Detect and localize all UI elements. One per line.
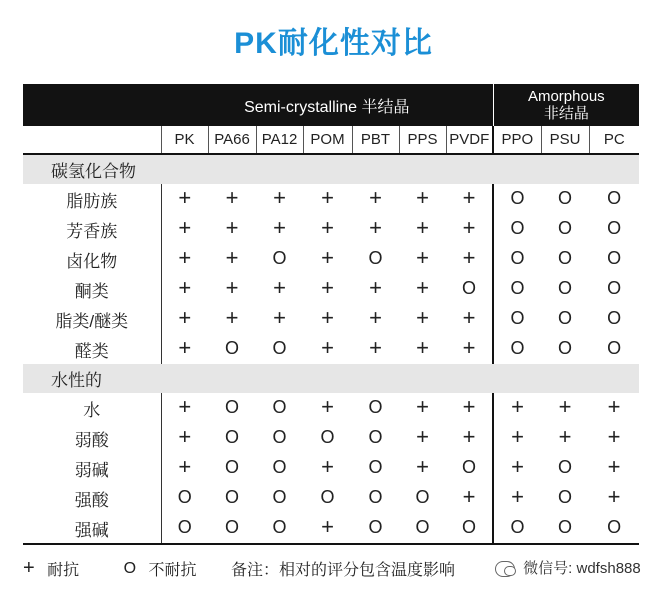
resistant-mark (446, 244, 493, 274)
material-header-pc: PC (589, 126, 639, 154)
rating-value: + (225, 245, 239, 270)
rating-value: + (416, 305, 429, 330)
rating-value: O (510, 278, 525, 298)
table-body (23, 154, 639, 544)
rating-value: + (462, 305, 476, 330)
rating-value: O (224, 487, 239, 507)
rating-value: + (416, 245, 429, 270)
not-resistant-mark (493, 513, 541, 544)
rating-value: O (510, 188, 525, 208)
not-resistant-mark (256, 334, 303, 364)
rating-value: O (607, 517, 622, 537)
rating-value: O (558, 188, 573, 208)
rating-value: O (558, 457, 573, 477)
resistant-mark (493, 453, 541, 483)
resistant-mark (446, 184, 493, 214)
not-resistant-mark (541, 453, 589, 483)
table-row (23, 483, 639, 513)
resistant-mark (161, 244, 208, 274)
not-resistant-mark (352, 483, 399, 513)
material-header-psu: PSU (541, 126, 589, 154)
rating-value: + (273, 305, 286, 330)
resistant-mark (208, 184, 256, 214)
resistant-mark (161, 423, 208, 453)
rating-value: + (321, 275, 334, 300)
resistant-mark (303, 214, 352, 244)
rating-value: O (415, 517, 430, 537)
resistant-mark (303, 274, 352, 304)
not-resistant-mark (352, 513, 399, 544)
not-resistant-mark (208, 453, 256, 483)
not-resistant-mark (589, 513, 639, 544)
rating-value: + (416, 394, 429, 419)
rating-value: + (321, 335, 334, 360)
not-resistant-mark (589, 214, 639, 244)
table-row (23, 214, 639, 244)
rating-value: O (462, 517, 477, 537)
rating-value: O (272, 487, 287, 507)
resistant-mark (493, 393, 541, 423)
resistant-mark (399, 214, 446, 244)
rating-value: + (178, 185, 192, 210)
not-resistant-mark (589, 184, 639, 214)
resistant-mark (446, 214, 493, 244)
resistant-mark (541, 393, 589, 423)
rating-value: + (462, 424, 476, 449)
not-resistant-mark (303, 483, 352, 513)
rating-value: + (607, 484, 621, 509)
not-resistant-mark (541, 334, 589, 364)
amorphous-header (493, 84, 639, 126)
rating-value: O (558, 308, 573, 328)
not-resistant-mark (541, 304, 589, 334)
rating-value: + (178, 424, 192, 449)
rating-value: + (273, 185, 286, 210)
not-resistant-mark (541, 244, 589, 274)
resistant-mark (399, 453, 446, 483)
rating-value: O (272, 457, 287, 477)
rating-value: + (369, 305, 382, 330)
material-header-pk: PK (161, 126, 208, 154)
row-label: 酮类 (23, 274, 161, 304)
not-resistant-mark (256, 483, 303, 513)
rating-value: O (558, 248, 573, 268)
resistant-mark (399, 423, 446, 453)
resistant-mark (493, 483, 541, 513)
not-resistant-mark (493, 244, 541, 274)
row-label: 芳香族 (23, 214, 161, 244)
resistant-mark (446, 393, 493, 423)
not-resistant-mark (589, 334, 639, 364)
rating-value: + (225, 305, 239, 330)
rating-value: + (321, 394, 334, 419)
rating-value: O (558, 338, 573, 358)
row-label: 水 (23, 393, 161, 423)
group-header-row (23, 84, 639, 126)
rating-value: O (272, 397, 287, 417)
not-resistant-mark (589, 274, 639, 304)
row-label: 卤化物 (23, 244, 161, 274)
rating-value: + (558, 394, 572, 419)
rating-value: + (607, 454, 621, 479)
resistant-mark (352, 184, 399, 214)
rating-value: + (416, 454, 429, 479)
rating-value: + (369, 335, 382, 360)
row-label: 脂类/醚类 (23, 304, 161, 334)
resistant-mark (399, 304, 446, 334)
resistant-mark (352, 304, 399, 334)
rating-value: O (272, 517, 287, 537)
corner-cell (23, 84, 161, 126)
rating-value: + (511, 454, 524, 479)
rating-value: O (462, 278, 477, 298)
not-resistant-mark (446, 453, 493, 483)
material-header-pvdf: PVDF (446, 126, 493, 154)
rating-value: O (558, 517, 573, 537)
resistant-mark (208, 214, 256, 244)
resistant-mark (303, 453, 352, 483)
not-resistant-mark (303, 423, 352, 453)
table-row (23, 274, 639, 304)
rating-value: + (321, 185, 334, 210)
rating-value: + (178, 275, 192, 300)
rating-value: O (224, 457, 239, 477)
table-row (23, 423, 639, 453)
rating-value: + (462, 394, 476, 419)
resistant-mark (303, 513, 352, 544)
rating-value: + (416, 275, 429, 300)
semi-crystalline-header: Semi-crystalline 半结晶 (161, 84, 493, 126)
material-header-pbt: PBT (352, 126, 399, 154)
not-resistant-mark (208, 513, 256, 544)
rating-value: + (273, 215, 286, 240)
rating-value: + (321, 215, 334, 240)
row-label: 醛类 (23, 334, 161, 364)
rating-value: O (510, 218, 525, 238)
resistant-mark (161, 214, 208, 244)
rating-value: + (273, 275, 286, 300)
not-resistant-mark (493, 274, 541, 304)
rating-value: O (177, 487, 192, 507)
row-label: 弱碱 (23, 453, 161, 483)
rating-value: O (510, 517, 525, 537)
not-resistant-mark (208, 334, 256, 364)
resistant-mark (446, 423, 493, 453)
rating-value: + (321, 454, 334, 479)
rating-value: + (416, 335, 429, 360)
resistant-mark (161, 274, 208, 304)
not-resistant-mark (493, 304, 541, 334)
rating-value: O (272, 427, 287, 447)
rating-value: O (368, 427, 383, 447)
rating-value: + (321, 514, 334, 539)
resistant-mark (208, 244, 256, 274)
resistant-mark (161, 334, 208, 364)
not-resistant-mark (256, 453, 303, 483)
rating-value: + (321, 245, 334, 270)
table-row (23, 513, 639, 544)
rating-value: O (224, 427, 239, 447)
rating-value: + (178, 454, 192, 479)
rating-value: + (607, 424, 621, 449)
table-row (23, 453, 639, 483)
rating-value: + (369, 185, 382, 210)
resistant-mark (352, 214, 399, 244)
rating-value: O (462, 457, 477, 477)
resistant-mark (256, 214, 303, 244)
resistant-mark (161, 304, 208, 334)
amorphous-header-zh: 非结晶 (543, 105, 589, 122)
rating-value: O (320, 487, 335, 507)
rating-value: + (225, 275, 239, 300)
resistant-mark (399, 334, 446, 364)
not-resistant-mark (589, 244, 639, 274)
not-resistant-mark (541, 483, 589, 513)
resistant-mark (161, 453, 208, 483)
rating-value: O (272, 338, 287, 358)
rating-value: O (558, 487, 573, 507)
rating-value: + (462, 484, 476, 509)
material-header-pps: PPS (399, 126, 446, 154)
resistant-mark (303, 393, 352, 423)
resistant-mark (303, 304, 352, 334)
rating-value: O (607, 338, 622, 358)
rating-value: O (368, 487, 383, 507)
watermark (495, 557, 641, 581)
resistant-mark (589, 393, 639, 423)
table-row (23, 304, 639, 334)
category-row (23, 154, 639, 184)
table-row (23, 244, 639, 274)
rating-value: + (225, 185, 239, 210)
resistant-mark (161, 393, 208, 423)
legend-o-label: 不耐抗 (148, 562, 197, 579)
rating-value: + (178, 215, 192, 240)
resistant-mark (352, 274, 399, 304)
rating-value: O (320, 427, 335, 447)
rating-value: + (178, 305, 192, 330)
rating-value: O (558, 218, 573, 238)
not-resistant-mark (446, 513, 493, 544)
rating-value: + (321, 305, 334, 330)
rating-value: + (511, 424, 524, 449)
rating-value: O (510, 338, 525, 358)
category-row (23, 364, 639, 393)
rating-value: O (368, 397, 383, 417)
not-resistant-mark (589, 304, 639, 334)
not-resistant-mark (256, 423, 303, 453)
rating-value: + (225, 215, 239, 240)
rating-value: O (368, 457, 383, 477)
rating-value: + (178, 394, 192, 419)
rating-value: + (462, 245, 476, 270)
rating-value: O (607, 218, 622, 238)
not-resistant-mark (493, 334, 541, 364)
resistant-mark (352, 334, 399, 364)
chemical-resistance-table (23, 84, 639, 545)
material-header-row (23, 126, 639, 154)
legend-plus-symbol: + (23, 557, 35, 579)
resistant-mark (493, 423, 541, 453)
resistant-mark (161, 184, 208, 214)
rating-value: + (511, 484, 524, 509)
category-label: 碳氢化合物 (23, 154, 639, 184)
legend-plus-label: 耐抗 (47, 562, 80, 579)
rating-value: O (368, 248, 383, 268)
resistant-mark (399, 244, 446, 274)
rating-value: + (462, 335, 476, 360)
rating-value: + (511, 394, 524, 419)
rating-value: O (224, 338, 239, 358)
legend-o-symbol: O (123, 559, 137, 577)
resistant-mark (446, 483, 493, 513)
rating-value: + (369, 215, 382, 240)
rating-value: O (607, 188, 622, 208)
rating-value: O (415, 487, 430, 507)
material-header-pom: POM (303, 126, 352, 154)
wechat-icon (495, 561, 515, 577)
page-title: PK耐化性对比 (234, 27, 433, 60)
not-resistant-mark (541, 513, 589, 544)
rating-value: O (558, 278, 573, 298)
rating-value: O (510, 248, 525, 268)
rating-value: + (416, 185, 429, 210)
not-resistant-mark (161, 513, 208, 544)
rating-value: O (607, 248, 622, 268)
rating-value: O (177, 517, 192, 537)
material-header-ppo: PPO (493, 126, 541, 154)
resistant-mark (256, 184, 303, 214)
not-resistant-mark (541, 274, 589, 304)
resistant-mark (303, 334, 352, 364)
row-label: 强碱 (23, 513, 161, 544)
not-resistant-mark (493, 184, 541, 214)
resistant-mark (589, 483, 639, 513)
resistant-mark (399, 274, 446, 304)
resistant-mark (303, 244, 352, 274)
rating-value: + (607, 394, 621, 419)
resistant-mark (208, 304, 256, 334)
row-label: 强酸 (23, 483, 161, 513)
not-resistant-mark (399, 513, 446, 544)
resistant-mark (303, 184, 352, 214)
rating-value: + (462, 215, 476, 240)
rating-value: O (224, 397, 239, 417)
not-resistant-mark (541, 214, 589, 244)
not-resistant-mark (541, 184, 589, 214)
table-row (23, 334, 639, 364)
row-label: 弱酸 (23, 423, 161, 453)
rating-value: + (462, 185, 476, 210)
not-resistant-mark (352, 453, 399, 483)
not-resistant-mark (446, 274, 493, 304)
rating-value: O (510, 308, 525, 328)
resistant-mark (256, 304, 303, 334)
legend-note: 备注：相对的评分包含温度影响 (230, 562, 455, 579)
watermark-text: 微信号: wdfsh888 (523, 560, 641, 577)
rating-value: + (178, 245, 192, 270)
not-resistant-mark (256, 513, 303, 544)
resistant-mark (446, 334, 493, 364)
rating-value: O (224, 517, 239, 537)
rating-value: O (607, 278, 622, 298)
rating-value: + (369, 275, 382, 300)
amorphous-header-en: Amorphous (527, 88, 605, 105)
rating-value: + (558, 424, 572, 449)
not-resistant-mark (208, 423, 256, 453)
resistant-mark (256, 274, 303, 304)
resistant-mark (446, 304, 493, 334)
not-resistant-mark (493, 214, 541, 244)
rating-value: + (416, 215, 429, 240)
resistant-mark (399, 184, 446, 214)
not-resistant-mark (256, 393, 303, 423)
not-resistant-mark (256, 244, 303, 274)
rating-value: + (178, 335, 192, 360)
row-label: 脂肪族 (23, 184, 161, 214)
rating-value: O (368, 517, 383, 537)
rating-value: O (272, 248, 287, 268)
rating-value: O (607, 308, 622, 328)
resistant-mark (589, 453, 639, 483)
not-resistant-mark (208, 483, 256, 513)
table-row (23, 393, 639, 423)
not-resistant-mark (208, 393, 256, 423)
resistant-mark (541, 423, 589, 453)
resistant-mark (208, 274, 256, 304)
resistant-mark (589, 423, 639, 453)
not-resistant-mark (161, 483, 208, 513)
not-resistant-mark (352, 423, 399, 453)
label-header-cell (23, 126, 161, 154)
material-header-pa12: PA12 (256, 126, 303, 154)
resistant-mark (399, 393, 446, 423)
material-header-pa66: PA66 (208, 126, 256, 154)
not-resistant-mark (352, 393, 399, 423)
not-resistant-mark (399, 483, 446, 513)
rating-value: + (416, 424, 429, 449)
table-row (23, 184, 639, 214)
category-label: 水性的 (23, 364, 639, 393)
not-resistant-mark (352, 244, 399, 274)
